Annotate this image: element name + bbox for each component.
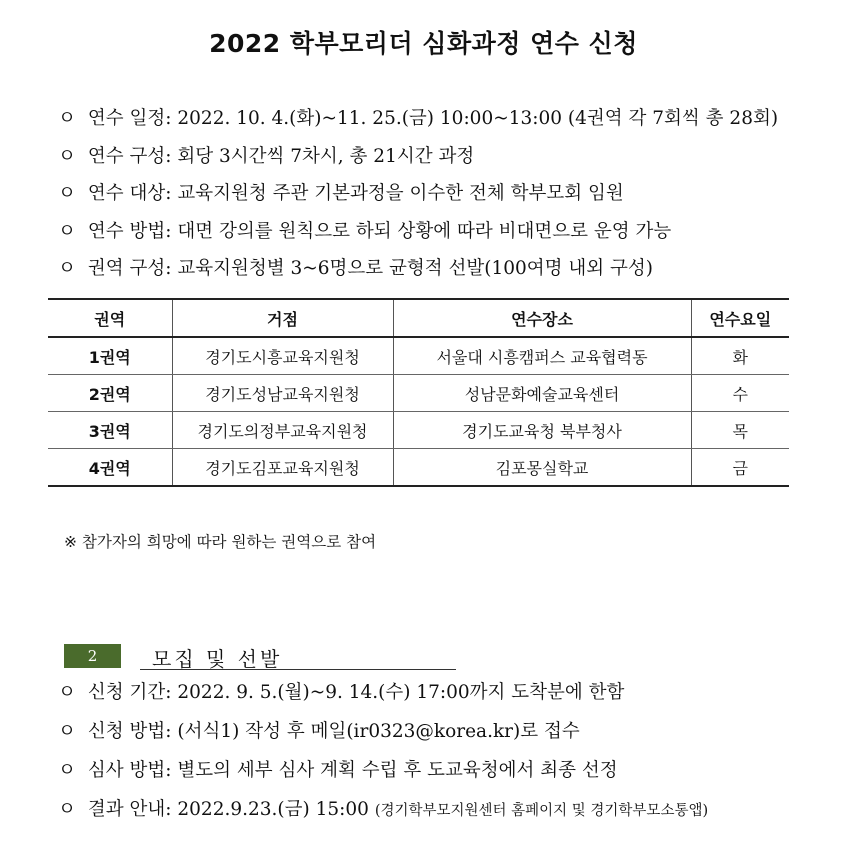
cell-venue: 김포몽실학교 bbox=[393, 449, 691, 487]
cell-base: 경기도김포교육지원청 bbox=[172, 449, 393, 487]
table-row bbox=[48, 337, 789, 375]
recruit-text: 2022. 9. 5.(월)~9. 14.(수) 17:00까지 도착분에 한함 bbox=[177, 682, 625, 703]
cell-venue: 성남문화예술교육센터 bbox=[393, 375, 691, 412]
recruit-label: 결과 안내: bbox=[87, 799, 172, 820]
header-day: 연수요일 bbox=[691, 299, 789, 337]
cell-base: 경기도시흥교육지원청 bbox=[172, 337, 393, 375]
bullet-circle-icon: ㅇ bbox=[58, 682, 76, 703]
overview-label: 연수 대상: bbox=[87, 183, 172, 204]
recruit-text: 별도의 세부 심사 계획 수립 후 도교육청에서 최종 선정 bbox=[177, 760, 618, 781]
overview-label: 권역 구성: bbox=[87, 258, 172, 279]
bullet-circle-icon: ㅇ bbox=[58, 220, 76, 242]
overview-text: 대면 강의를 원칙으로 하되 상황에 따라 비대면으로 운영 가능 bbox=[177, 220, 672, 242]
table-row bbox=[48, 375, 789, 412]
overview-text: 회당 3시간씩 7차시, 총 21시간 과정 bbox=[177, 145, 475, 167]
region-table bbox=[48, 298, 789, 487]
header-base: 거점 bbox=[172, 299, 393, 337]
table-header-row bbox=[48, 299, 789, 337]
recruit-text: (서식1) 작성 후 메일(ir0323@korea.kr)로 접수 bbox=[177, 721, 580, 742]
cell-day: 화 bbox=[691, 337, 789, 375]
bullet-circle-icon: ㅇ bbox=[58, 258, 76, 279]
header-venue: 연수장소 bbox=[393, 299, 691, 337]
overview-label: 연수 구성: bbox=[87, 145, 172, 167]
footnote: ※ 참가자의 희망에 따라 원하는 권역으로 참여 bbox=[64, 533, 377, 551]
section-heading bbox=[64, 643, 394, 669]
recruit-item-result bbox=[58, 790, 838, 829]
overview-item-method bbox=[58, 213, 838, 251]
overview-item-target bbox=[58, 175, 838, 213]
cell-region: 4권역 bbox=[48, 449, 172, 487]
recruit-item-review bbox=[58, 751, 838, 790]
overview-list bbox=[58, 100, 838, 288]
overview-text: 2022. 10. 4.(화)~11. 25.(금) 10:00~13:00 (4권역 각 7회씩 총 28회) bbox=[177, 108, 779, 129]
recruitment-list bbox=[58, 673, 838, 829]
cell-day: 목 bbox=[691, 412, 789, 449]
header-region: 권역 bbox=[48, 299, 172, 337]
bullet-circle-icon: ㅇ bbox=[58, 721, 76, 742]
cell-venue: 서울대 시흥캠퍼스 교육협력동 bbox=[393, 337, 691, 375]
cell-base: 경기도의정부교육지원청 bbox=[172, 412, 393, 449]
section-number-badge: 2 bbox=[64, 644, 121, 668]
table-row bbox=[48, 412, 789, 449]
recruit-label: 신청 방법: bbox=[87, 721, 172, 742]
recruit-item-method bbox=[58, 712, 838, 751]
cell-base: 경기도성남교육지원청 bbox=[172, 375, 393, 412]
bullet-circle-icon: ㅇ bbox=[58, 183, 76, 204]
recruit-note: (경기학부모지원센터 홈페이지 및 경기학부모소통앱) bbox=[374, 803, 709, 819]
bullet-circle-icon: ㅇ bbox=[58, 760, 76, 781]
table-row bbox=[48, 449, 789, 487]
overview-label: 연수 방법: bbox=[87, 220, 172, 242]
overview-label: 연수 일정: bbox=[87, 108, 172, 129]
overview-item-region bbox=[58, 250, 838, 288]
cell-day: 금 bbox=[691, 449, 789, 487]
overview-text: 교육지원청별 3~6명으로 균형적 선발(100여명 내외 구성) bbox=[177, 258, 654, 279]
recruit-label: 신청 기간: bbox=[87, 682, 172, 703]
overview-item-composition bbox=[58, 138, 838, 176]
recruit-text: 2022.9.23.(금) 15:00 bbox=[177, 799, 369, 820]
cell-day: 수 bbox=[691, 375, 789, 412]
cell-region: 2권역 bbox=[48, 375, 172, 412]
recruit-label: 심사 방법: bbox=[87, 760, 172, 781]
bullet-circle-icon: ㅇ bbox=[58, 799, 76, 820]
overview-item-schedule bbox=[58, 100, 838, 138]
page-title: 2022 학부모리더 심화과정 연수 신청 bbox=[209, 29, 638, 58]
section-title: 모집 및 선발 bbox=[152, 647, 283, 671]
bullet-circle-icon: ㅇ bbox=[58, 145, 76, 167]
recruit-item-period bbox=[58, 673, 838, 712]
section-underline bbox=[140, 669, 456, 670]
cell-region: 1권역 bbox=[48, 337, 172, 375]
bullet-circle-icon: ㅇ bbox=[58, 108, 76, 129]
overview-text: 교육지원청 주관 기본과정을 이수한 전체 학부모회 임원 bbox=[177, 183, 624, 204]
cell-venue: 경기도교육청 북부청사 bbox=[393, 412, 691, 449]
cell-region: 3권역 bbox=[48, 412, 172, 449]
